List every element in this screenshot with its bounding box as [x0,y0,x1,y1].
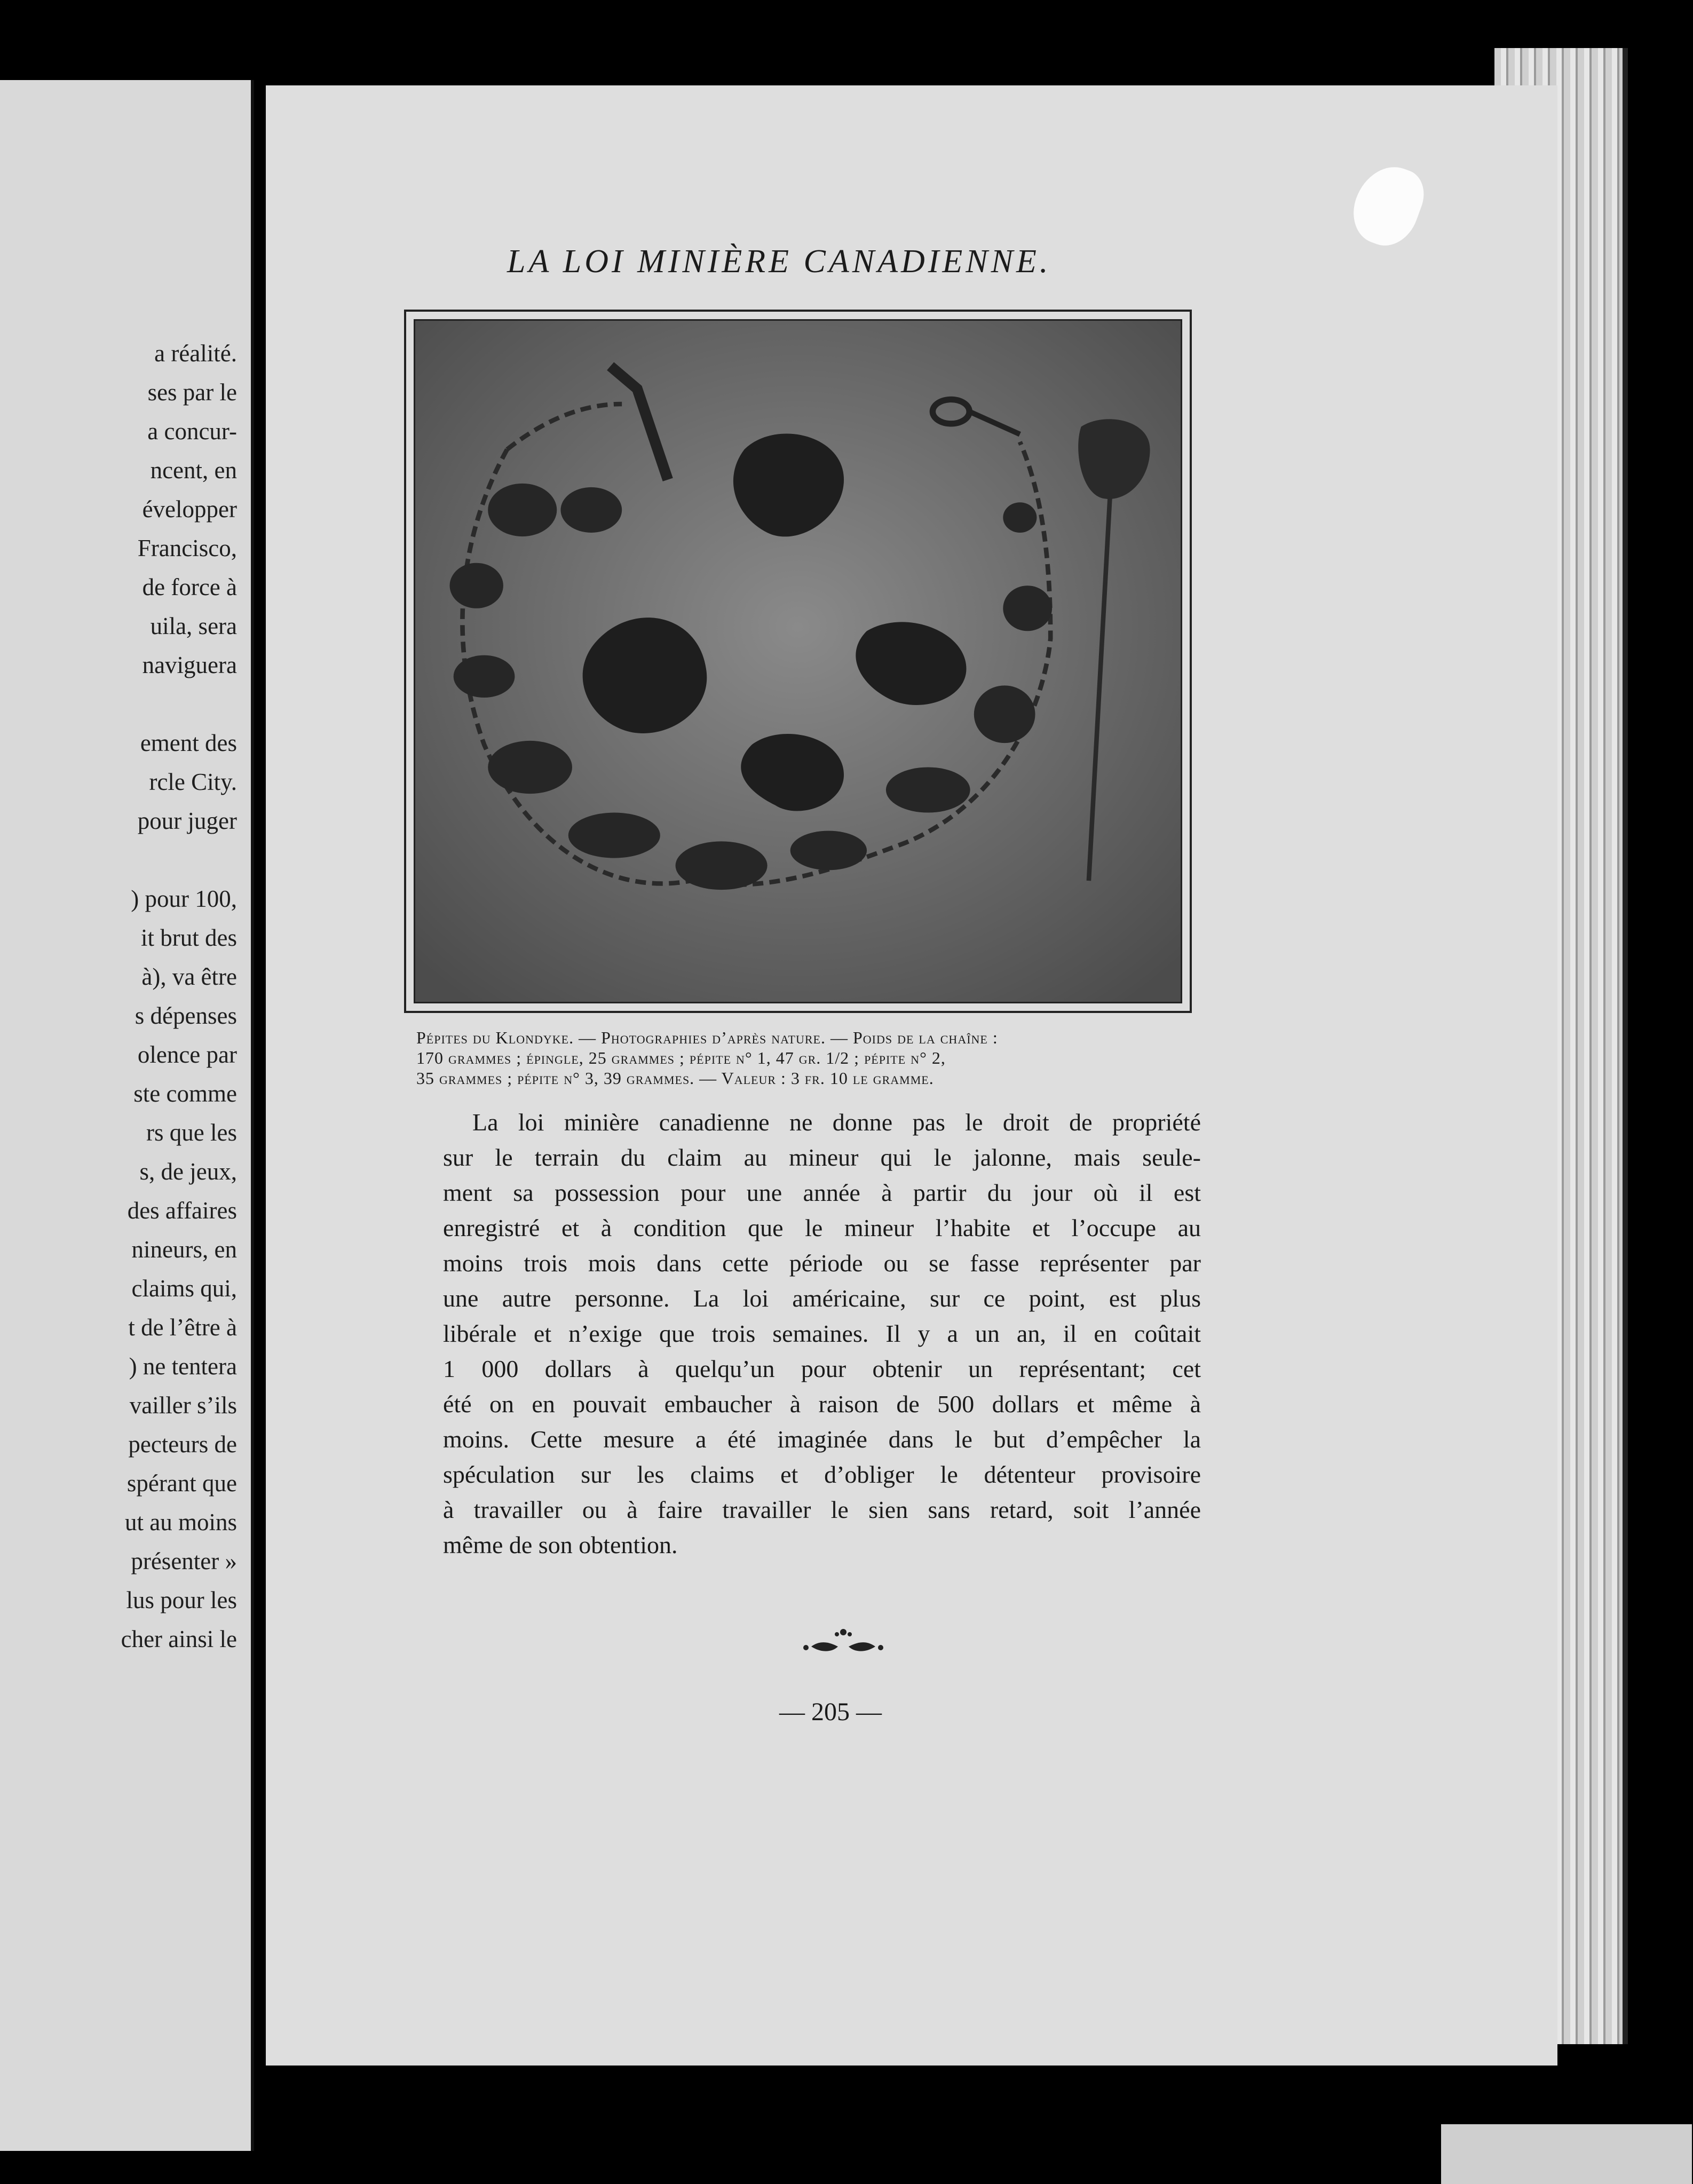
left-page-line: olence par [137,1041,237,1068]
running-head: LA LOI MINIÈRE CANADIENNE. [507,243,1051,280]
tailpiece-ornament-icon [790,1623,897,1660]
caption-line: 170 grammes ; épingle, 25 grammes ; pépite n° 1, 47 gr. 1/2 ; pépite n° 2, [416,1048,946,1067]
body-paragraph [443,1105,1201,1563]
left-page-line: nineurs, en [131,1236,237,1263]
body-line: libérale et n’exige que trois semaines. Il y a un an, il en coûtait [443,1320,1201,1347]
page-number: — 205 — [779,1698,882,1726]
left-page-line: naviguera [142,652,237,678]
left-page-line: it brut des [141,924,237,951]
left-page-line: vailler s’ils [129,1392,237,1419]
gold-nuggets-photograph [414,319,1182,1003]
left-page-line: ncent, en [150,457,237,484]
body-line: à travailler ou à faire travailler le sien sans retard, soit l’année [443,1496,1201,1523]
body-line: même de son obtention. [443,1531,678,1558]
body-line: enregistré et à condition que le mineur l’habite et l’occupe au [443,1214,1201,1241]
left-page-line: de force à [142,574,237,600]
left-page-line: claims qui, [131,1275,237,1302]
body-line: ment sa possession pour une année à partir du jour où il est [443,1179,1201,1206]
nugget-chain-image [415,321,1181,1002]
left-page-line: évelopper [142,496,237,523]
body-line: sur le terrain du claim au mineur qui le jalonne, mais seule- [443,1144,1201,1171]
left-page-line: ) ne tentera [129,1353,237,1380]
left-page-line: s dépenses [135,1002,237,1029]
left-page-line: a réalité. [154,340,237,367]
left-page-line: Francisco, [137,535,237,561]
left-page-line: ses par le [147,379,237,406]
body-line: moins trois mois dans cette période ou se fasse représenter par [443,1249,1201,1277]
left-page-line: ste comme [133,1080,237,1107]
body-line: une autre personne. La loi américaine, sur ce point, est plus [443,1285,1201,1312]
left-page-line: des affaires [127,1197,237,1224]
left-page-line: t de l’être à [128,1314,237,1341]
photo-caption [416,1027,1201,1088]
left-page-line: à), va être [141,963,237,990]
body-line: spéculation sur les claims et d’obliger le détenteur provisoire [443,1461,1201,1488]
left-page [0,80,254,2151]
left-page-line: rs que les [146,1119,237,1146]
left-page-line: a concur- [147,418,237,445]
left-page-line: s, de jeux, [139,1158,237,1185]
left-page-line: ) pour 100, [131,885,237,912]
left-page-line: uila, sera [150,613,237,639]
caption-line: Pépites du Klondyke. — Photographies d’après nature. — Poids de la chaîne : [416,1028,998,1047]
body-line: été on en pouvait embaucher à raison de 500 dollars et même à [443,1390,1201,1418]
caption-line: 35 grammes ; pépite n° 3, 39 grammes. — Valeur : 3 fr. 10 le gramme. [416,1069,934,1088]
left-page-line: lus pour les [126,1587,237,1613]
left-page-line: pour juger [137,808,237,834]
left-page-line: cher ainsi le [121,1626,237,1652]
body-line: La loi minière canadienne ne donne pas le droit de propriété [472,1109,1201,1136]
left-page-line: ut au moins [125,1509,237,1536]
left-page-line: ement des [140,730,237,756]
left-page-line: présenter » [131,1548,237,1574]
photo-frame [404,310,1192,1013]
left-page-line: rcle City. [149,769,237,795]
body-line: 1 000 dollars à quelqu’un pour obtenir un représentant; cet [443,1355,1201,1382]
body-line: moins. Cette mesure a été imaginée dans le but d’empêcher la [443,1426,1201,1453]
left-page-line: pecteurs de [128,1431,237,1458]
next-page-edge [1441,2124,1692,2184]
left-page-line: spérant que [126,1470,237,1497]
